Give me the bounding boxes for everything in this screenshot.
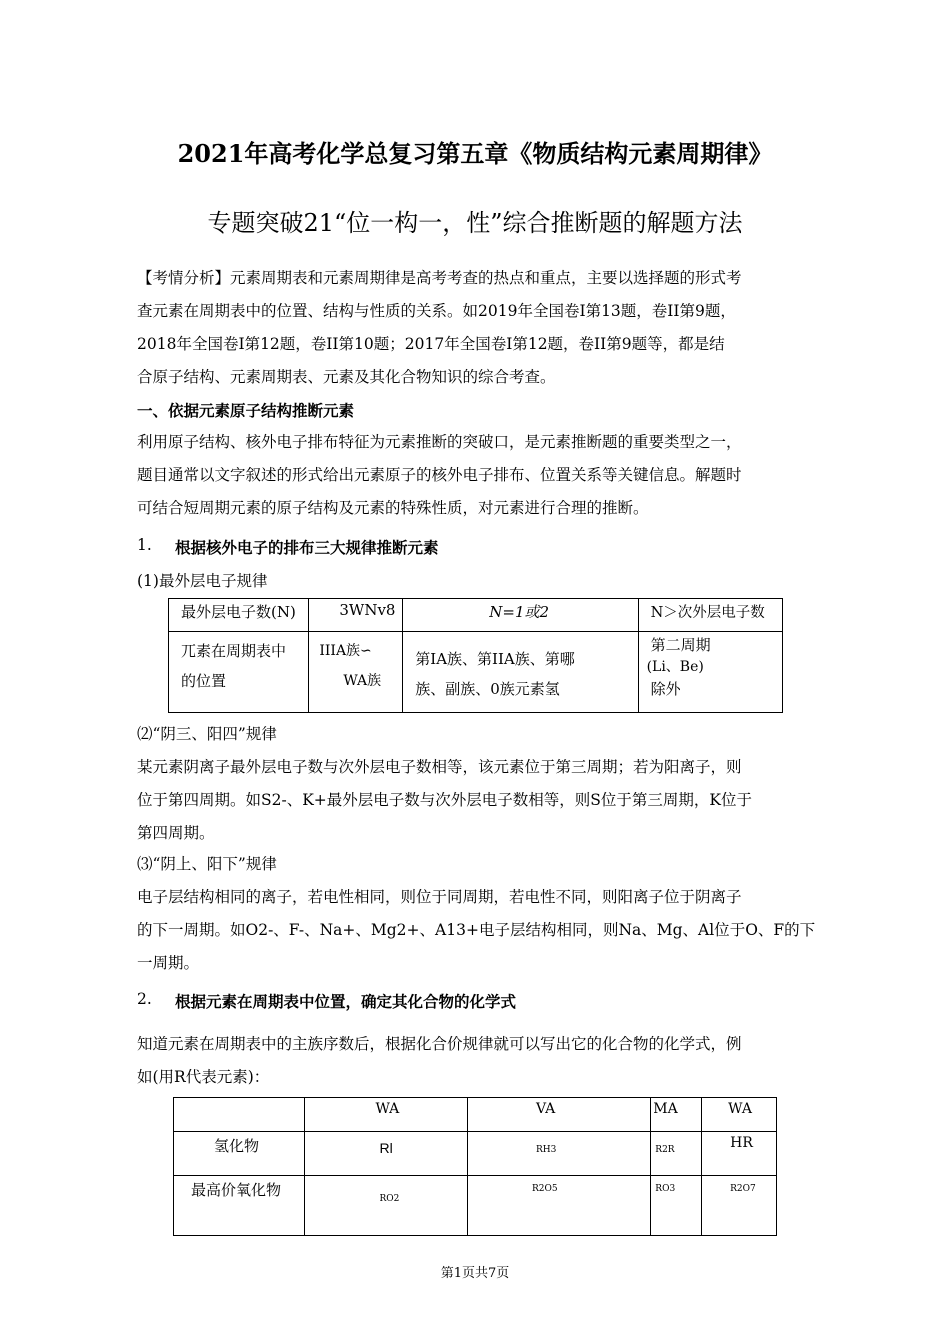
table-cell-line: (Li、Be) bbox=[646, 659, 704, 675]
rule-paragraph-line: 电子层结构相同的离子，若电性相同，则位于同周期，若电性不同，则阳离子位于阴离子 bbox=[137, 888, 742, 906]
table-header-cell: 最外层电子数(N) bbox=[181, 603, 296, 621]
rule-heading: ⑵“阴三、阳四”规律 bbox=[137, 725, 277, 743]
analysis-line: 【考情分析】元素周期表和元素周期律是高考考查的热点和重点，主要以选择题的形式考 bbox=[137, 269, 742, 287]
table-cell-line: WA族 bbox=[343, 673, 382, 689]
page-footer: 第1页共7页 bbox=[440, 1266, 510, 1281]
table-row-label: 最高价氧化物 bbox=[191, 1181, 282, 1199]
table-cell: R2O5 bbox=[531, 1184, 558, 1194]
analysis-line: 2018年全国卷Ⅰ第12题，卷II第10题；2017年全国卷Ⅰ第12题，卷II第9题等，都是结 bbox=[137, 335, 725, 353]
table-cell bbox=[169, 632, 308, 704]
table-cell: RH3 bbox=[535, 1145, 557, 1155]
subsection-paragraph-line: 如(用R代表元素)： bbox=[137, 1068, 270, 1086]
subsection-paragraph-line: 知道元素在周期表中的主族序数后，根据化合价规律就可以写出它的化合物的化学式，例 bbox=[137, 1035, 742, 1053]
table-header-cell: N＞次外层电子数 bbox=[650, 605, 765, 621]
outer-electron-table bbox=[168, 598, 783, 713]
section-paragraph-line: 可结合短周期元素的原子结构及元素的特殊性质，对元素进行合理的推断。 bbox=[137, 499, 649, 517]
table-header-cell: MA bbox=[653, 1101, 678, 1117]
table-row-label: 氢化物 bbox=[214, 1137, 260, 1155]
table-cell bbox=[639, 632, 782, 698]
table-cell bbox=[403, 632, 637, 712]
table-cell: Rl bbox=[379, 1140, 393, 1156]
rule-paragraph-line: 第四周期。 bbox=[137, 824, 215, 842]
table-cell-line: 第二周期 bbox=[650, 636, 711, 654]
table-cell: RO2 bbox=[379, 1194, 400, 1204]
rule-paragraph-line: 一周期。 bbox=[137, 954, 200, 972]
rule-paragraph-line: 的下一周期。如O2-、F-、Na+、Mg2+、A13+电子层结构相同，则Na、Mg、Al位于O、F的下 bbox=[137, 921, 816, 939]
section-heading: 一、依据元素原子结构推断元素 bbox=[137, 401, 355, 420]
table-header-cell: N=1或2 bbox=[489, 603, 550, 621]
document-subtitle: 专题突破21“位一构一，性”综合推断题的解题方法 bbox=[207, 209, 743, 237]
document-title: 2021年高考化学总复习第五章《物质结构元素周期律》 bbox=[177, 139, 773, 168]
analysis-line: 查元素在周期表中的位置、结构与性质的关系。如2019年全国卷Ⅰ第13题，卷II第9题， bbox=[137, 302, 736, 320]
table-cell-line: 的位置 bbox=[181, 672, 227, 690]
table-header-cell: WA bbox=[375, 1101, 400, 1117]
subsection-title: 根据元素在周期表中位置，确定其化合物的化学式 bbox=[175, 992, 517, 1011]
section-paragraph-line: 题目通常以文字叙述的形式给出元素原子的核外电子排布、位置关系等关键信息。解题时 bbox=[137, 466, 742, 484]
table-cell bbox=[309, 632, 402, 704]
table-cell-line: 第ⅠA族、第IIA族、第哪 bbox=[415, 650, 575, 668]
subsection-number: 1. bbox=[137, 536, 152, 554]
rule-heading: (1)最外层电子规律 bbox=[137, 572, 268, 590]
table-header-cell: WA bbox=[728, 1101, 752, 1117]
table-cell-line: 兀素在周期表中 bbox=[181, 642, 287, 660]
table-header-cell: 3WNv8 bbox=[339, 601, 396, 619]
table-cell: R2O7 bbox=[730, 1184, 756, 1194]
table-cell-line: 族、副族、0族元素氢 bbox=[415, 680, 560, 698]
table-header-cell bbox=[174, 1098, 304, 1128]
rule-paragraph-line: 位于第四周期。如S2-、K+最外层电子数与次外层电子数相等，则S位于第三周期，K位于 bbox=[137, 791, 752, 809]
section-paragraph-line: 利用原子结构、核外电子排布特征为元素推断的突破口，是元素推断题的重要类型之一， bbox=[137, 433, 742, 451]
rule-heading: ⑶“阴上、阳下”规律 bbox=[137, 855, 277, 873]
table-cell: RO3 bbox=[655, 1184, 676, 1194]
table-cell: R2R bbox=[655, 1145, 675, 1155]
analysis-line: 合原子结构、元素周期表、元素及其化合物知识的综合考查。 bbox=[137, 368, 556, 386]
table-cell-line: 除外 bbox=[650, 680, 681, 698]
rule-paragraph-line: 某元素阴离子最外层电子数与次外层电子数相等，该元素位于第三周期；若为阳离子，则 bbox=[137, 758, 742, 776]
table-header-cell: VA bbox=[535, 1101, 556, 1117]
subsection-title: 根据核外电子的排布三大规律推断元素 bbox=[175, 538, 439, 557]
subsection-number: 2. bbox=[137, 990, 152, 1008]
table-cell: HR bbox=[730, 1135, 753, 1151]
table-cell-line: IIIA族∽ bbox=[319, 643, 372, 659]
compound-formula-table bbox=[173, 1097, 777, 1236]
